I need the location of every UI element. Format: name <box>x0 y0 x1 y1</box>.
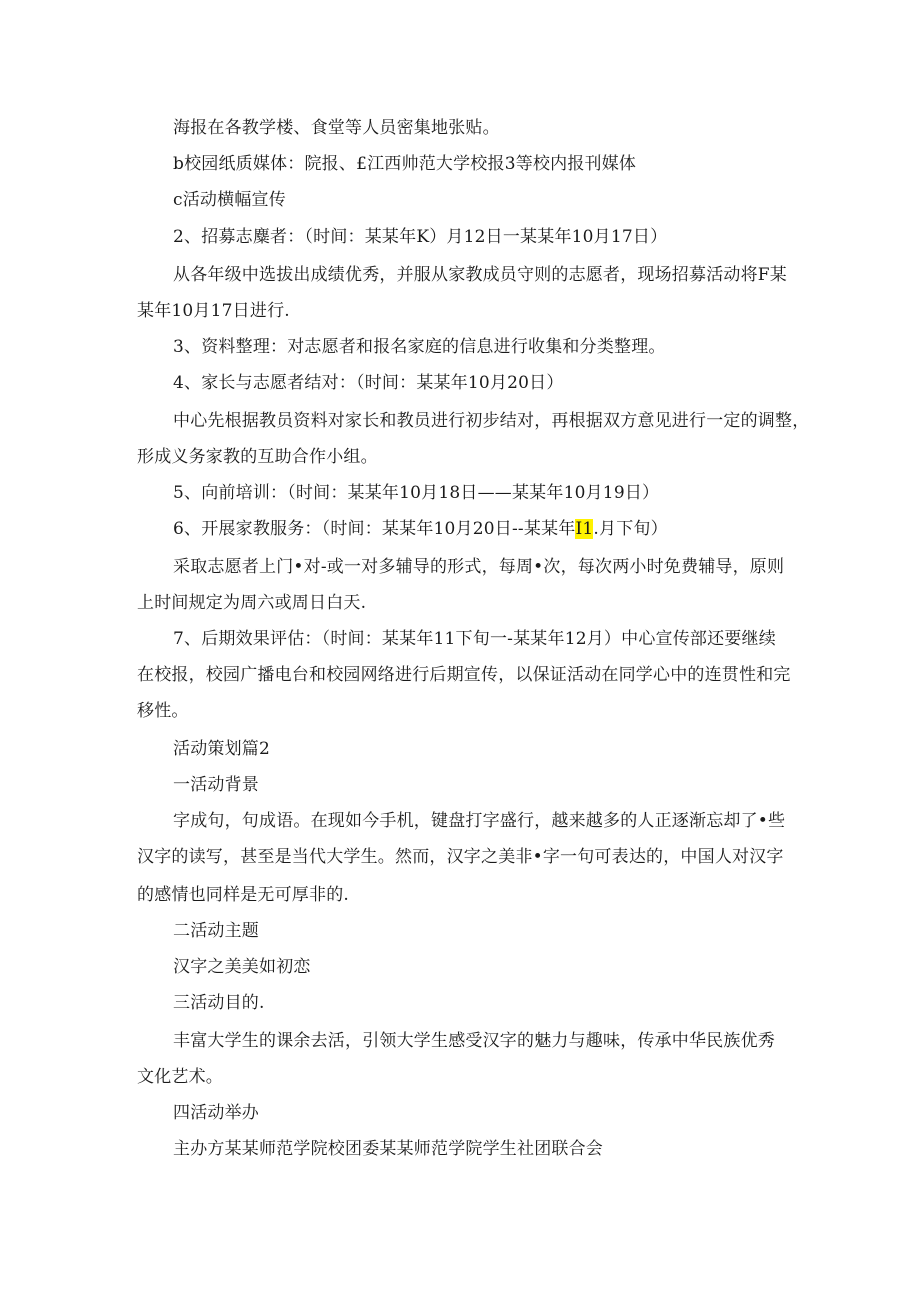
text-line: 移性。 <box>137 701 189 721</box>
text-line: 7、后期效果评估：（时间：某某年11下旬一-某某年12月）中心宣传部还要继续 <box>173 629 776 649</box>
text-line: 中心先根据教员资料对家长和教员进行初步结对，再根据双方意见进行一定的调整， <box>173 411 810 431</box>
text-line: 汉字之美美如初恋 <box>173 957 311 977</box>
text-line: 采取志愿者上门•对-或一对多辅导的形式，每周•次，每次两小时免费辅导，原则 <box>173 557 785 577</box>
section-heading: 二活动主题 <box>173 921 259 941</box>
text-line: 在校报，校园广播电台和校园网络进行后期宣传，以保证活动在同学心中的连贯性和完 <box>137 665 791 685</box>
text-line: 字成句，句成语。在现如今手机，键盘打字盛行，越来越多的人正逐渐忘却了•些 <box>173 811 786 831</box>
text-line: 丰富大学生的课余去活，引领大学生感受汉字的魅力与趣味，传承中华民族优秀 <box>173 1031 775 1051</box>
highlighted-text: I1 <box>575 519 594 539</box>
text-line: 2、招募志麋者：（时间：某某年K）月12日一某某年10月17日） <box>173 227 668 247</box>
text-line: 上时间规定为周六或周日白天. <box>137 593 367 613</box>
text-line: 海报在各教学楼、食堂等人员密集地张贴。 <box>173 118 500 138</box>
text-line: 文化艺术。 <box>137 1067 223 1087</box>
section-heading: 活动策划篇2 <box>173 739 271 759</box>
text-line: c活动横幅宣传 <box>173 190 286 210</box>
text-line: 的感情也同样是无可厚非的. <box>137 885 350 905</box>
section-heading: 三活动目的. <box>173 993 265 1013</box>
text-line: 主办方某某师范学院校团委某某师范学院学生社团联合会 <box>173 1139 603 1159</box>
text-line: 某年10月17日进行. <box>137 301 290 321</box>
text-segment: 6、开展家教服务：（时间：某某年10月20日--某某年 <box>173 519 576 539</box>
section-heading: 四活动举办 <box>173 1103 259 1123</box>
text-line: 形成义务家教的互助合作小组。 <box>137 447 378 467</box>
text-line <box>173 518 668 540</box>
text-line: 3、资料整理：对志愿者和报名家庭的信息进行收集和分类整理。 <box>173 337 666 357</box>
text-line: 4、家长与志愿者结对：（时间：某某年10月20日） <box>173 373 564 393</box>
text-line: 从各年级中选拔出成绩优秀，并服从家教成员守则的志愿者，现场招募活动将F某 <box>173 265 787 285</box>
text-segment: .月下旬） <box>593 519 668 539</box>
text-line: 汉字的读写，甚至是当代大学生。然而，汉字之美非•字一句可表达的，中国人对汉字 <box>137 847 784 867</box>
section-heading: 一活动背景 <box>173 775 259 795</box>
text-line: 5、向前培训：（时间：某某年10月18日——某某年10月19日） <box>173 483 660 503</box>
text-line: b校园纸质媒体：院报、£江西帅范大学校报3等校内报刊媒体 <box>173 154 637 174</box>
